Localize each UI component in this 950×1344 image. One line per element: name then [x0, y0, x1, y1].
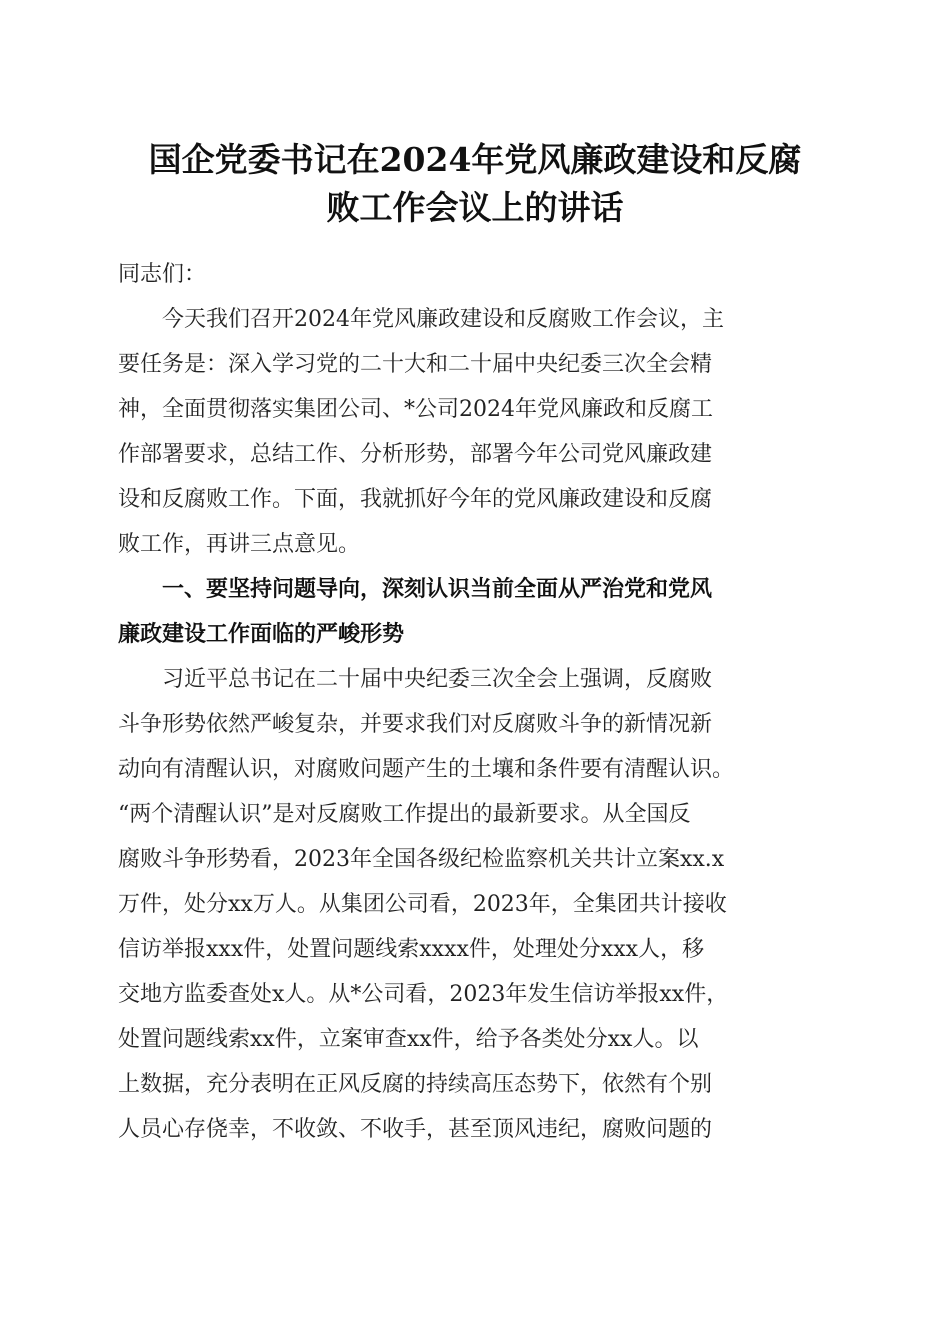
title-line-2: 败工作会议上的讲话: [326, 188, 624, 227]
document-body: [118, 252, 832, 1152]
text-line: 今天我们召开2024年党风廉政建设和反腐败工作会议，主: [118, 307, 724, 332]
text-line: 动向有清醒认识，对腐败问题产生的土壤和条件要有清醒认识。: [118, 757, 735, 782]
text-line: 信访举报xxx件，处置问题线索xxxx件，处理处分xxx人，移: [118, 937, 705, 962]
text-line: 人员心存侥幸，不收敛、不收手，甚至顶风违纪，腐败问题的: [118, 1117, 713, 1142]
text-line: 习近平总书记在二十届中央纪委三次全会上强调，反腐败: [118, 667, 713, 692]
text-line: 腐败斗争形势看，2023年全国各级纪检监察机关共计立案xx.x: [118, 847, 725, 872]
text-line: 万件，处分xx万人。从集团公司看，2023年，全集团共计接收: [118, 892, 727, 917]
text-line: 处置问题线索xx件，立案审查xx件，给予各类处分xx人。以: [118, 1027, 699, 1052]
text-line: “两个清醒认识”是对反腐败工作提出的最新要求。从全国反: [118, 802, 691, 827]
section-heading-1: [118, 567, 832, 657]
text-line: 要任务是：深入学习党的二十大和二十届中央纪委三次全会精: [118, 352, 713, 377]
text-line: 交地方监委查处x人。从*公司看，2023年发生信访举报xx件，: [118, 982, 729, 1007]
text-line: 斗争形势依然严峻复杂，并要求我们对反腐败斗争的新情况新: [118, 712, 713, 737]
paragraph-intro: [118, 297, 832, 567]
text-line: 作部署要求，总结工作、分析形势，部署今年公司党风廉政建: [118, 442, 713, 467]
text-line: 神，全面贯彻落实集团公司、*公司2024年党风廉政和反腐工: [118, 397, 713, 422]
heading-line: 廉政建设工作面临的严峻形势: [118, 622, 405, 647]
title-line-1: 国企党委书记在2024年党风廉政建设和反腐: [148, 140, 802, 179]
text-line: 设和反腐败工作。下面，我就抓好今年的党风廉政建设和反腐: [118, 487, 713, 512]
paragraph-situation: [118, 657, 832, 1152]
salutation: 同志们：: [118, 262, 207, 287]
document-title: [118, 136, 832, 232]
text-line: 上数据，充分表明在正风反腐的持续高压态势下，依然有个别: [118, 1072, 713, 1097]
heading-line: 一、要坚持问题导向，深刻认识当前全面从严治党和党风: [118, 577, 713, 602]
text-line: 败工作，再讲三点意见。: [118, 532, 361, 557]
